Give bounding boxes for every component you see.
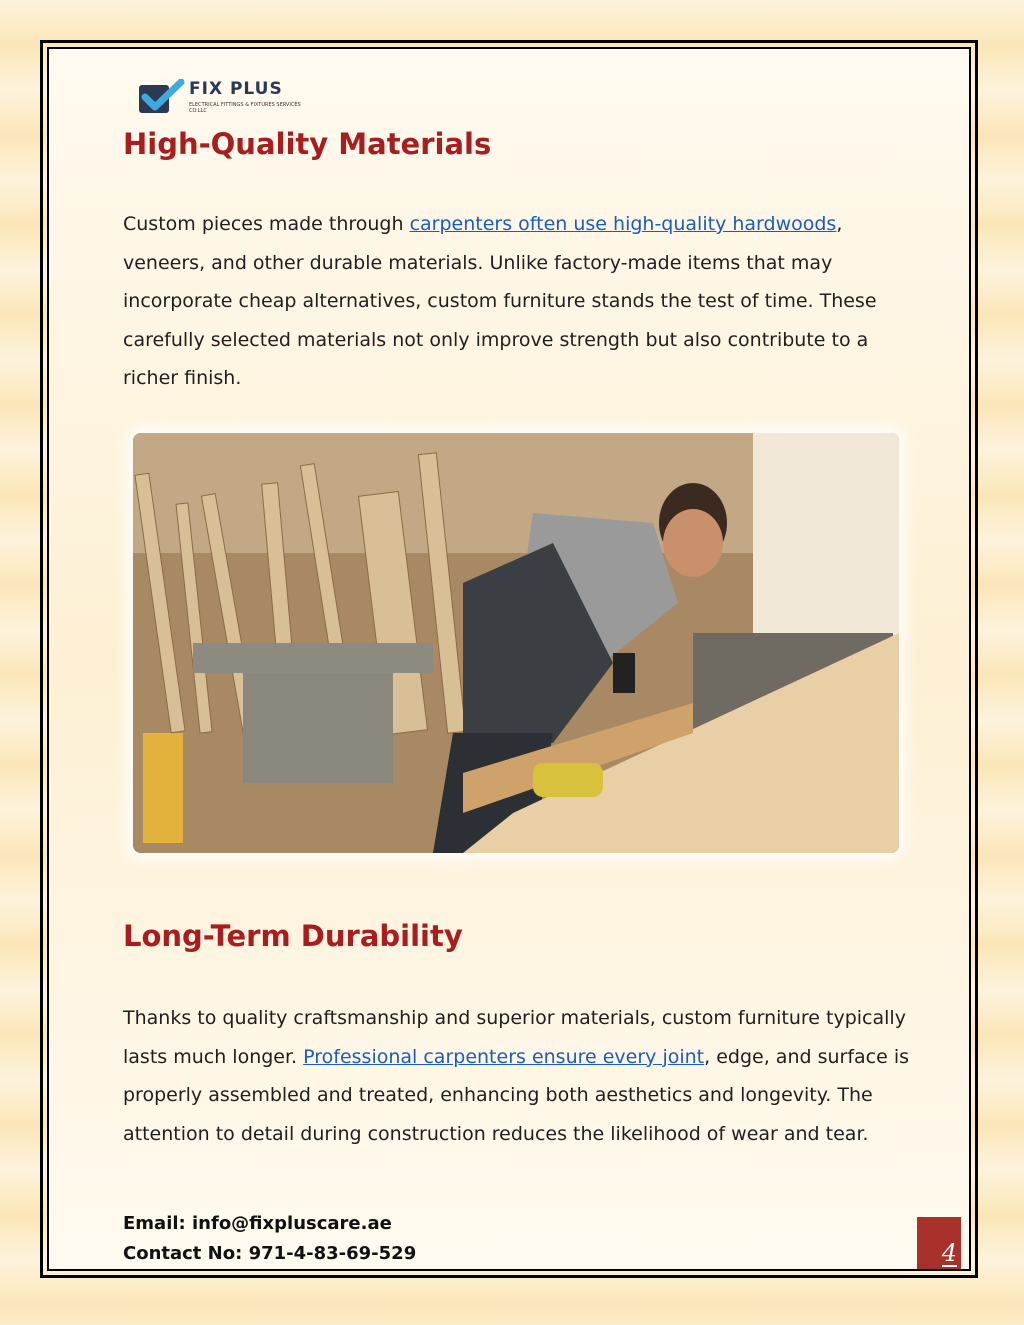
carpenters-joint-link[interactable]: Professional carpenters ensure every joint [303, 1045, 705, 1068]
contact-phone: Contact No: 971-4-83-69-529 [123, 1243, 417, 1264]
section-heading-materials: High-Quality Materials [123, 127, 492, 161]
carpenter-workshop-photo [133, 433, 899, 853]
workshop-illustration [133, 433, 899, 853]
page-border-outer [40, 40, 978, 1278]
hardwoods-link[interactable]: carpenters often use high-quality hardwoods [409, 213, 837, 235]
paragraph-text: , edge, and surface is properly assembled and treated, enhancing both aesthetics and longevity. The attention to detail during construction reduces the likelihood of wear and tear. [123, 1045, 910, 1145]
fix-plus-logo [137, 79, 337, 127]
page-number: 4 [941, 1239, 957, 1267]
checkmark-logo-icon [137, 79, 185, 117]
logo-name: FIX PLUS [189, 79, 283, 99]
contact-email: Email: info@fixpluscare.ae [123, 1213, 392, 1234]
logo-tagline: ELECTRICAL FITTINGS & FIXTURES SERVICES CO.LLC [189, 102, 301, 114]
paragraph-text: Custom pieces made through [123, 213, 410, 235]
section-paragraph-durability [123, 999, 923, 1153]
section-heading-durability: Long-Term Durability [123, 919, 463, 953]
paragraph-text: Thanks to quality craftsmanship and superior materials, custom furniture typically lasts much longer. [123, 1007, 906, 1068]
page-border-inner [47, 47, 971, 1271]
section-paragraph-materials [123, 205, 923, 398]
paragraph-text: , veneers, and other durable materials. Unlike factory-made items that may incorporate cheap alternatives, custom furniture stands the test of time. These carefully selected materials not only improve strength but also contribute to a richer finish. [123, 213, 877, 389]
page-number-badge [917, 1217, 961, 1269]
